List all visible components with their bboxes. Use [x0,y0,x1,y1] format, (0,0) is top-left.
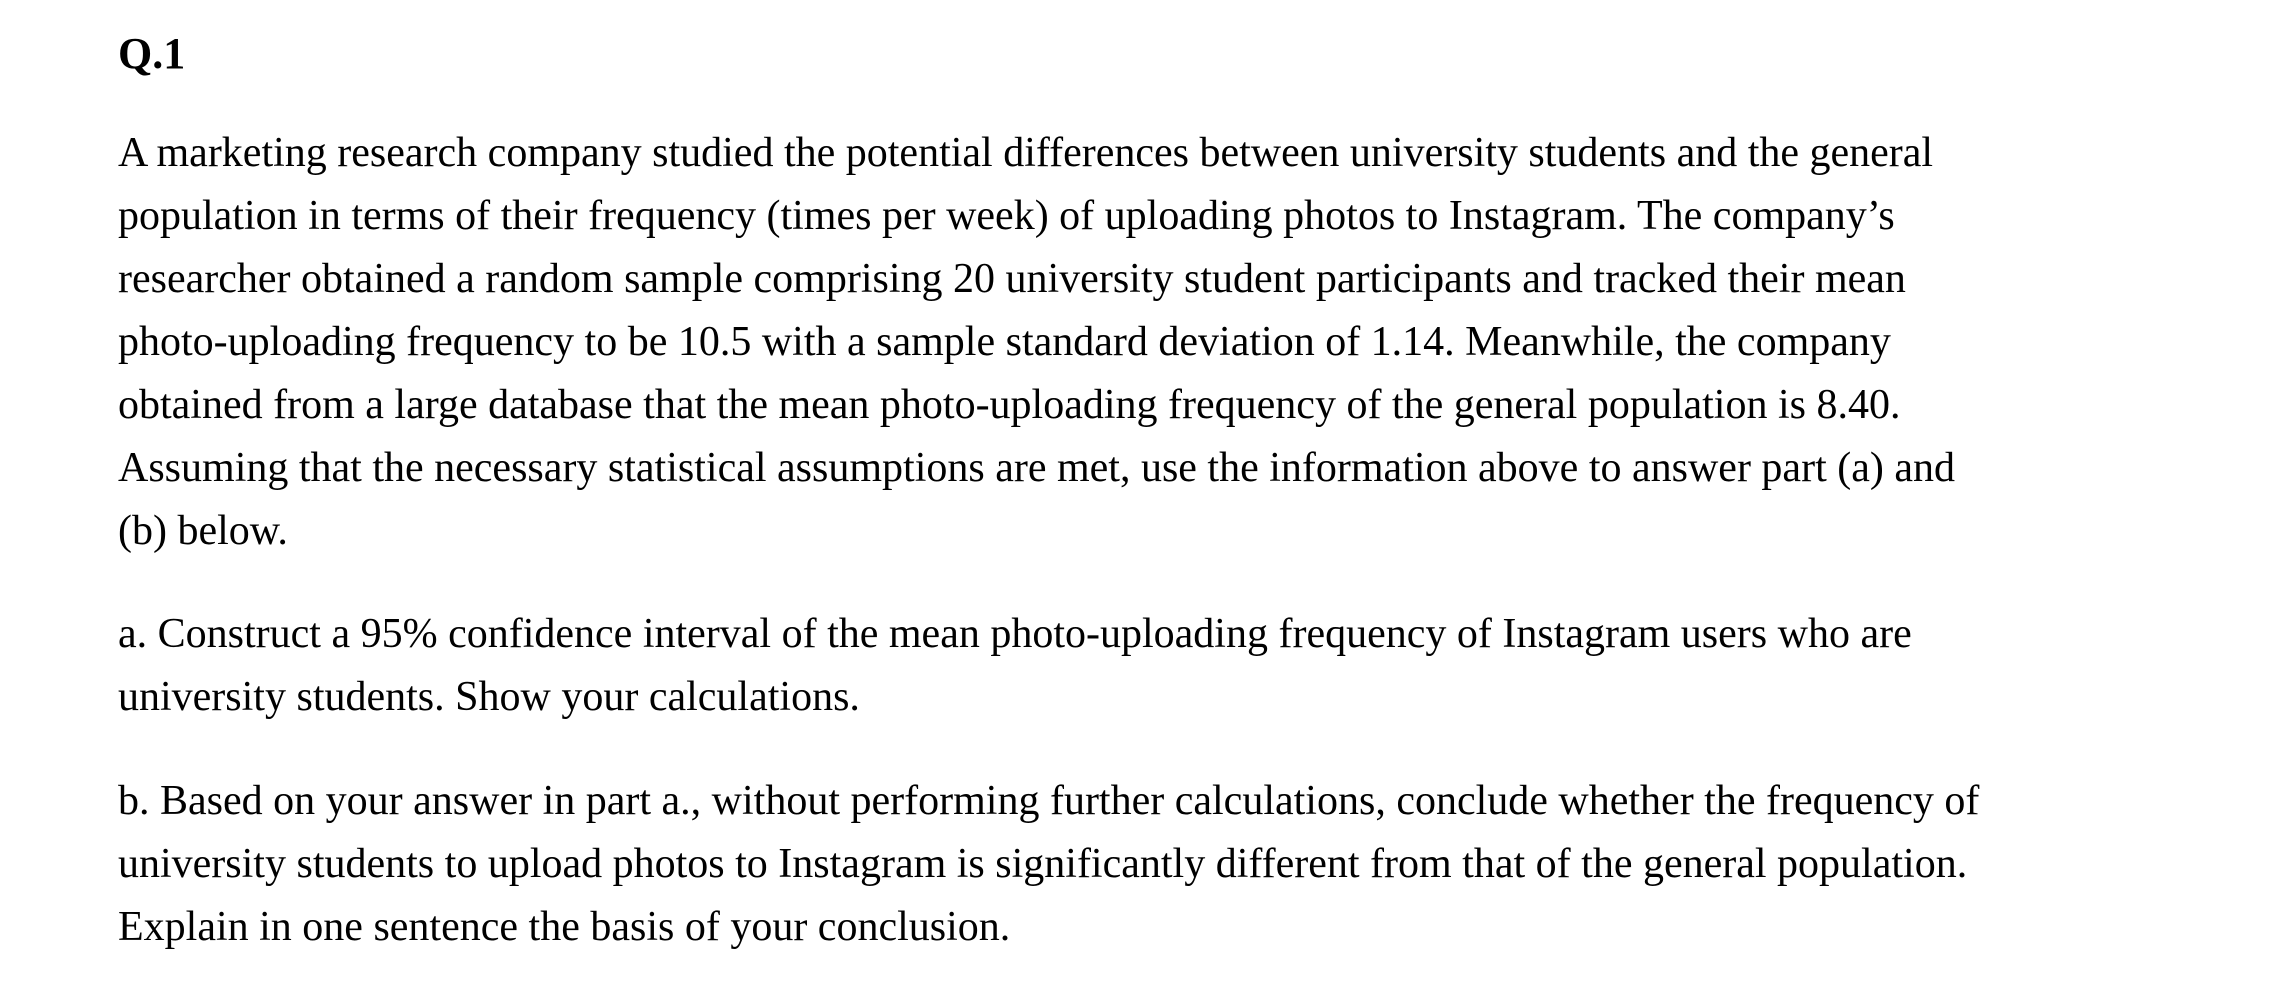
intro-line: researcher obtained a random sample comprising 20 university student participants and tracked their mean [118,256,1906,302]
intro-line: (b) below. [118,508,288,554]
part-b-paragraph [118,770,1979,959]
intro-line: Assuming that the necessary statistical assumptions are met, use the information above to answer part (a) and [118,445,1955,491]
part-b-line: Explain in one sentence the basis of your conclusion. [118,904,1011,950]
intro-line: A marketing research company studied the potential differences between university students and the general [118,130,1934,176]
part-a-line: university students. Show your calculations. [118,674,860,720]
intro-line: photo-uploading frequency to be 10.5 with a sample standard deviation of 1.14. Meanwhile, the company [118,319,1891,365]
part-a-line: a. Construct a 95% confidence interval of the mean photo-uploading frequency of Instagram users who are [118,611,1912,657]
intro-line: obtained from a large database that the mean photo-uploading frequency of the general population is 8.40. [118,382,1901,428]
part-b-line: b. Based on your answer in part a., without performing further calculations, conclude whether the frequency of [118,778,1980,824]
question-intro-paragraph [118,122,1955,563]
question-title: Q.1 [118,29,186,78]
part-b-line: university students to upload photos to Instagram is significantly different from that of the general population. [118,841,1968,887]
intro-line: population in terms of their frequency (times per week) of uploading photos to Instagram. The company’s [118,193,1895,239]
part-a-paragraph [118,603,1912,729]
